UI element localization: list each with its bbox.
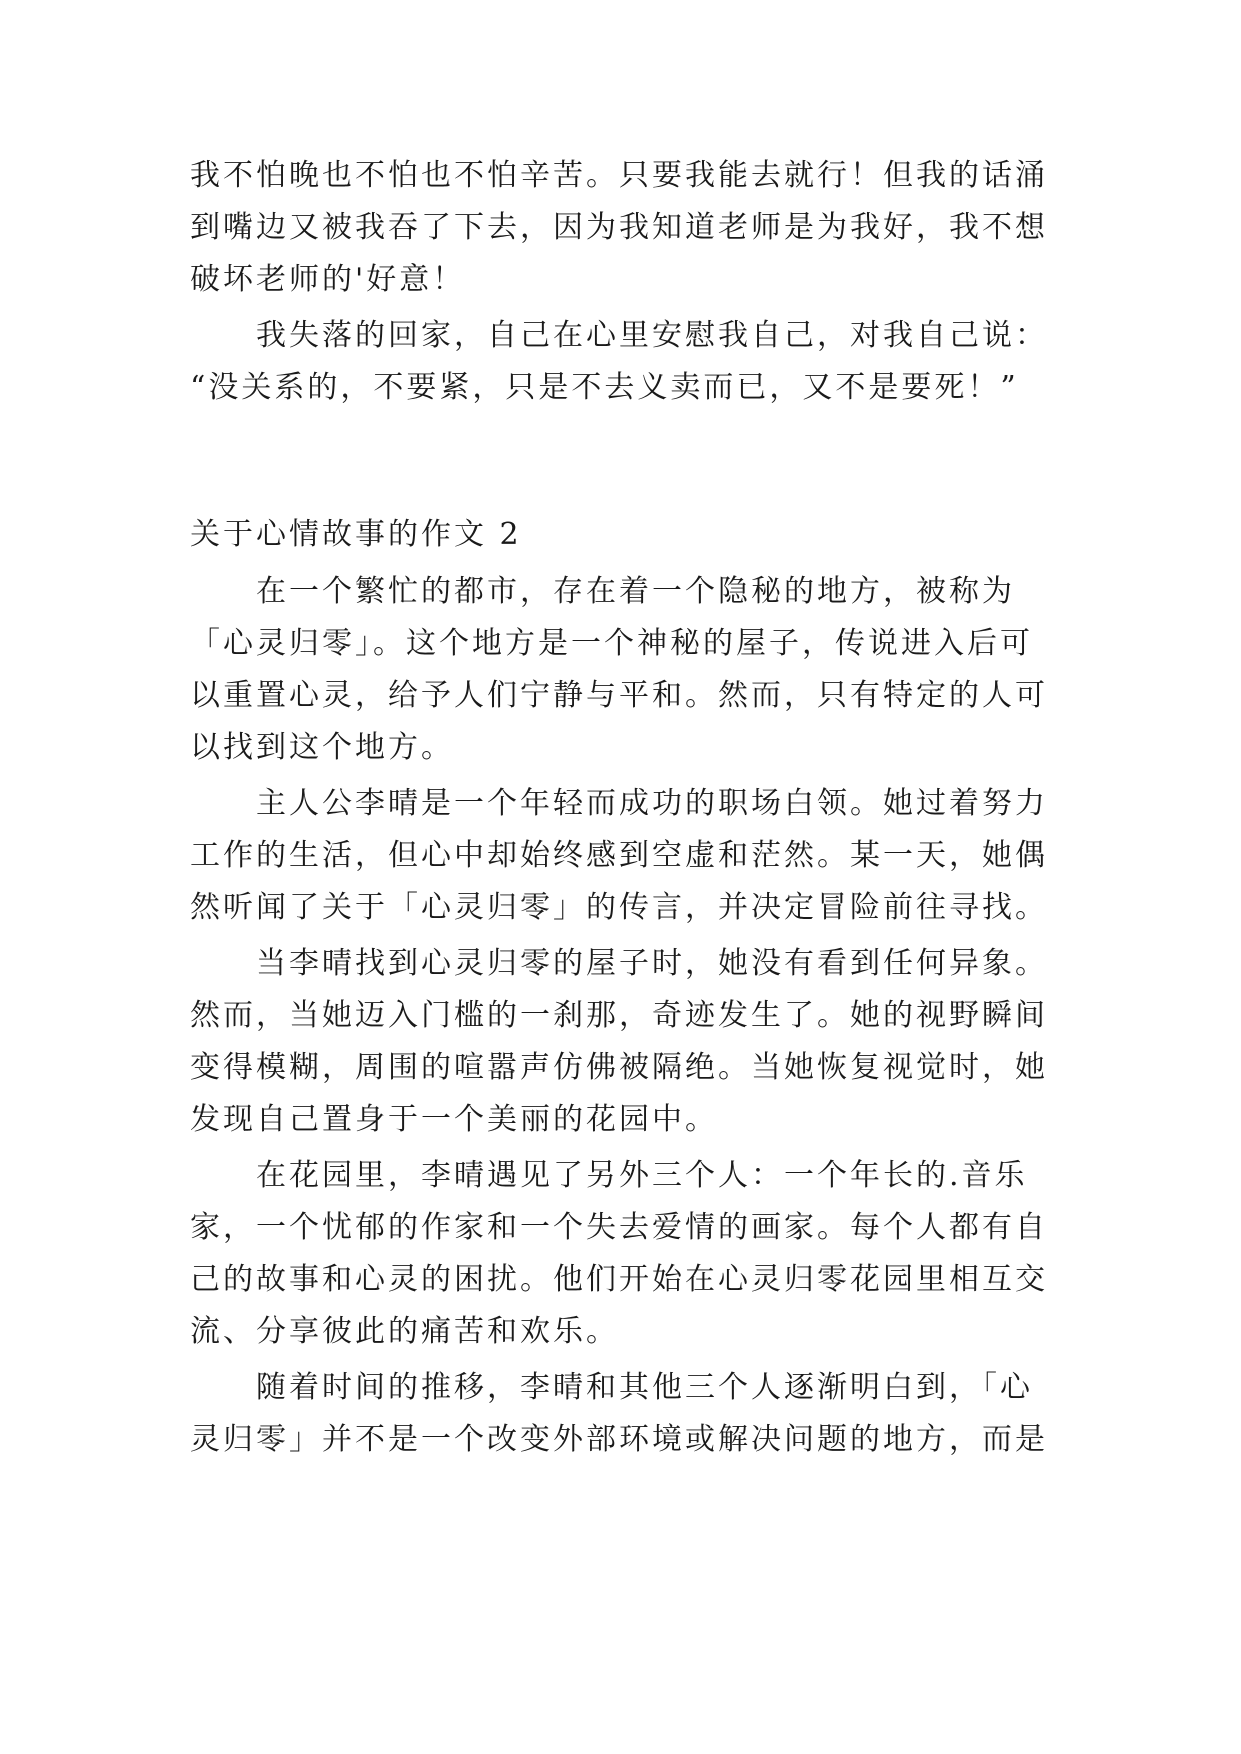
intro-line: 到嘴边又被我吞了下去，因为我知道老师是为我好，我不想 bbox=[190, 210, 1048, 245]
body-line: 在一个繁忙的都市，存在着一个隐秘的地方，被称为 bbox=[256, 574, 1015, 609]
body-line: 「心灵归零」。这个地方是一个神秘的屋子，传说进入后可 bbox=[190, 626, 1033, 661]
body-line: 在花园里，李晴遇见了另外三个人：一个年长的.音乐 bbox=[256, 1158, 1028, 1193]
body-line: 随着时间的推移，李晴和其他三个人逐渐明白到，「心 bbox=[256, 1370, 1033, 1405]
body-line: 主人公李晴是一个年轻而成功的职场白领。她过着努力 bbox=[256, 786, 1048, 821]
body-line: 变得模糊，周围的喧嚣声仿佛被隔绝。当她恢复视觉时，她 bbox=[190, 1050, 1048, 1085]
body-line: 工作的生活，但心中却始终感到空虚和茫然。某一天，她偶 bbox=[190, 838, 1048, 873]
body-line: 然听闻了关于「心灵归零」的传言，并决定冒险前往寻找。 bbox=[190, 890, 1048, 925]
intro-line: 破坏老师的'好意！ bbox=[190, 262, 466, 297]
intro-line: 我失落的回家，自己在心里安慰我自己，对我自己说： bbox=[256, 318, 1048, 353]
intro-line: “没关系的，不要紧，只是不去义卖而已，又不是要死！” bbox=[190, 370, 1019, 405]
body-line: 发现自己置身于一个美丽的花园中。 bbox=[190, 1102, 718, 1137]
body-line: 己的故事和心灵的困扰。他们开始在心灵归零花园里相互交 bbox=[190, 1262, 1048, 1297]
section-title: 关于心情故事的作文 2 bbox=[190, 517, 522, 552]
body-line: 当李晴找到心灵归零的屋子时，她没有看到任何异象。 bbox=[256, 946, 1048, 981]
body-line: 然而，当她迈入门槛的一刹那，奇迹发生了。她的视野瞬间 bbox=[190, 998, 1048, 1033]
body-line: 以找到这个地方。 bbox=[190, 730, 454, 765]
body-line: 家，一个忧郁的作家和一个失去爱情的画家。每个人都有自 bbox=[190, 1210, 1048, 1245]
body-line: 流、分享彼此的痛苦和欢乐。 bbox=[190, 1314, 619, 1349]
body-paragraphs bbox=[190, 566, 1070, 1466]
body-line: 灵归零」并不是一个改变外部环境或解决问题的地方，而是 bbox=[190, 1422, 1048, 1457]
intro-line: 我不怕晚也不怕也不怕辛苦。只要我能去就行！但我的话涌 bbox=[190, 158, 1048, 193]
body-line: 以重置心灵，给予人们宁静与平和。然而，只有特定的人可 bbox=[190, 678, 1048, 713]
intro-paragraphs bbox=[190, 150, 1070, 414]
